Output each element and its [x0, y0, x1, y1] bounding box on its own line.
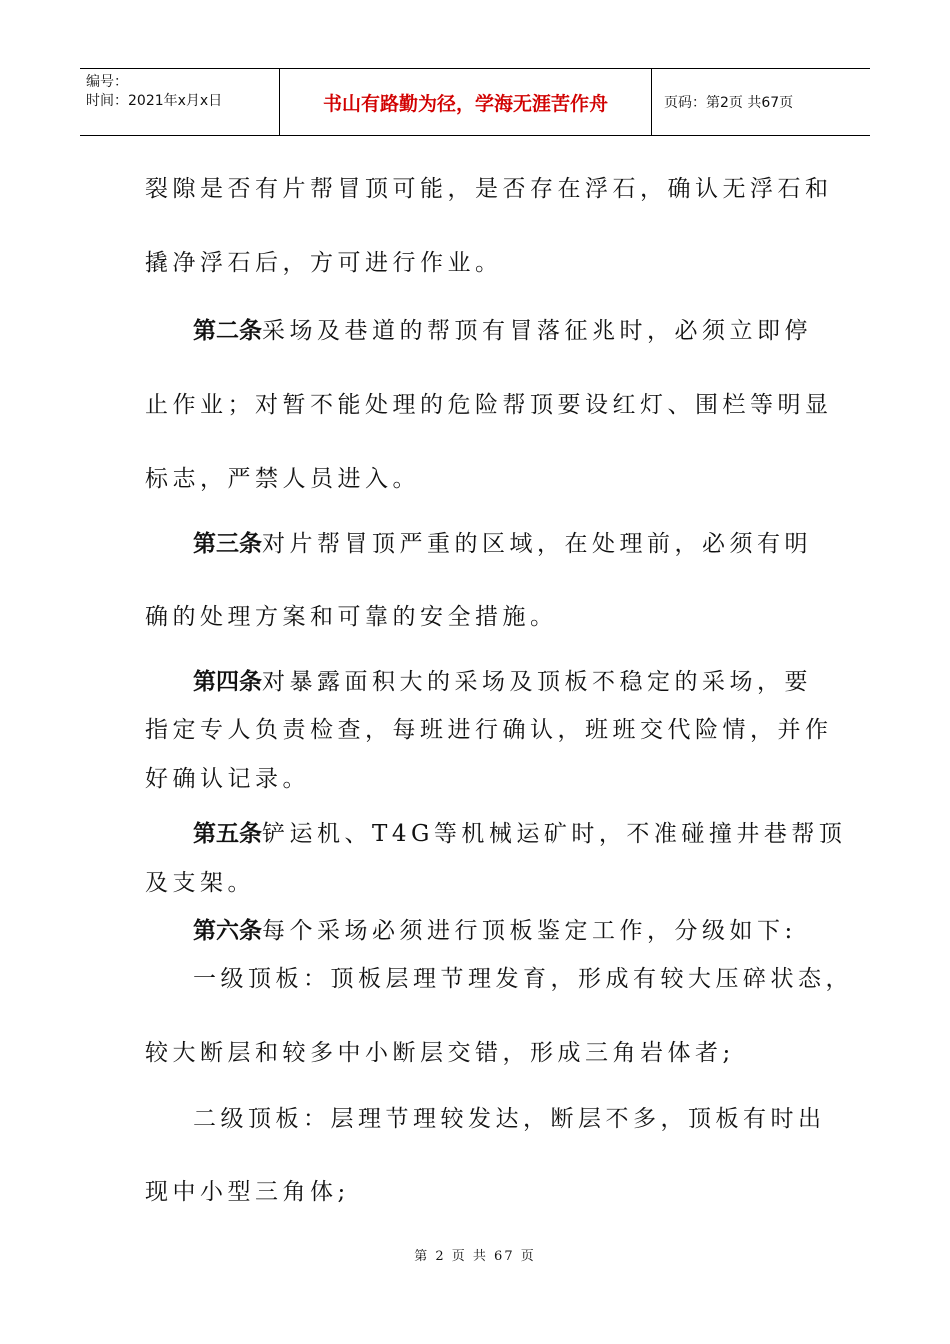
article-heading: 第二条 — [193, 317, 262, 344]
article-text: 对片帮冒顶严重的区域，在处理前，必须有明 — [262, 531, 812, 557]
paragraph-line: 裂隙是否有片帮冒顶可能，是否存在浮石，确认无浮石和 — [145, 176, 833, 202]
article-heading: 第三条 — [193, 530, 262, 557]
paragraph-line: 确的处理方案和可靠的安全措施。 — [145, 604, 558, 630]
header-page-info: 页码：第2页 共67页 — [664, 95, 794, 111]
article-4 — [193, 663, 812, 696]
header-motto: 书山有路勤为径，学海无涯苦作舟 — [280, 69, 652, 135]
document-date: 时间：2021年x月x日 — [86, 93, 223, 109]
paragraph-line: 好确认记录。 — [145, 766, 310, 792]
paragraph-line: 止作业；对暂不能处理的危险帮顶要设红灯、围栏等明显 — [145, 392, 833, 418]
page-footer: 第 2 页 共 67 页 — [414, 1249, 536, 1264]
paragraph-line: 现中小型三角体; — [145, 1179, 350, 1205]
paragraph-line: 指定专人负责检查，每班进行确认，班班交代险情，并作 — [145, 717, 833, 743]
paragraph-line: 较大断层和较多中小断层交错，形成三角岩体者; — [145, 1040, 735, 1066]
page-header — [80, 68, 870, 136]
article-heading: 第四条 — [193, 668, 262, 695]
document-number-label: 编号： — [86, 74, 128, 90]
article-text: 采场及巷道的帮顶有冒落征兆时，必须立即停 — [262, 318, 812, 344]
article-text: 每个采场必须进行顶板鉴定工作，分级如下: — [262, 918, 797, 944]
paragraph-line: 二级顶板：层理节理较发达，断层不多，顶板有时出 — [193, 1106, 826, 1132]
paragraph-line: 标志，严禁人员进入。 — [145, 466, 420, 492]
paragraph-line: 撬净浮石后，方可进行作业。 — [145, 250, 503, 276]
article-text: 铲运机、T4G等机械运矿时，不准碰撞井巷帮顶 — [262, 821, 847, 847]
article-2 — [193, 312, 812, 345]
paragraph-line: 及支架。 — [145, 870, 255, 896]
article-3 — [193, 525, 812, 558]
paragraph-line: 一级顶板：顶板层理节理发育，形成有较大压碎状态， — [193, 966, 853, 992]
article-heading: 第六条 — [193, 917, 262, 944]
article-heading: 第五条 — [193, 820, 262, 847]
article-6 — [193, 912, 797, 945]
article-text: 对暴露面积大的采场及顶板不稳定的采场，要 — [262, 669, 812, 695]
header-meta — [80, 69, 280, 135]
article-5 — [193, 815, 846, 848]
